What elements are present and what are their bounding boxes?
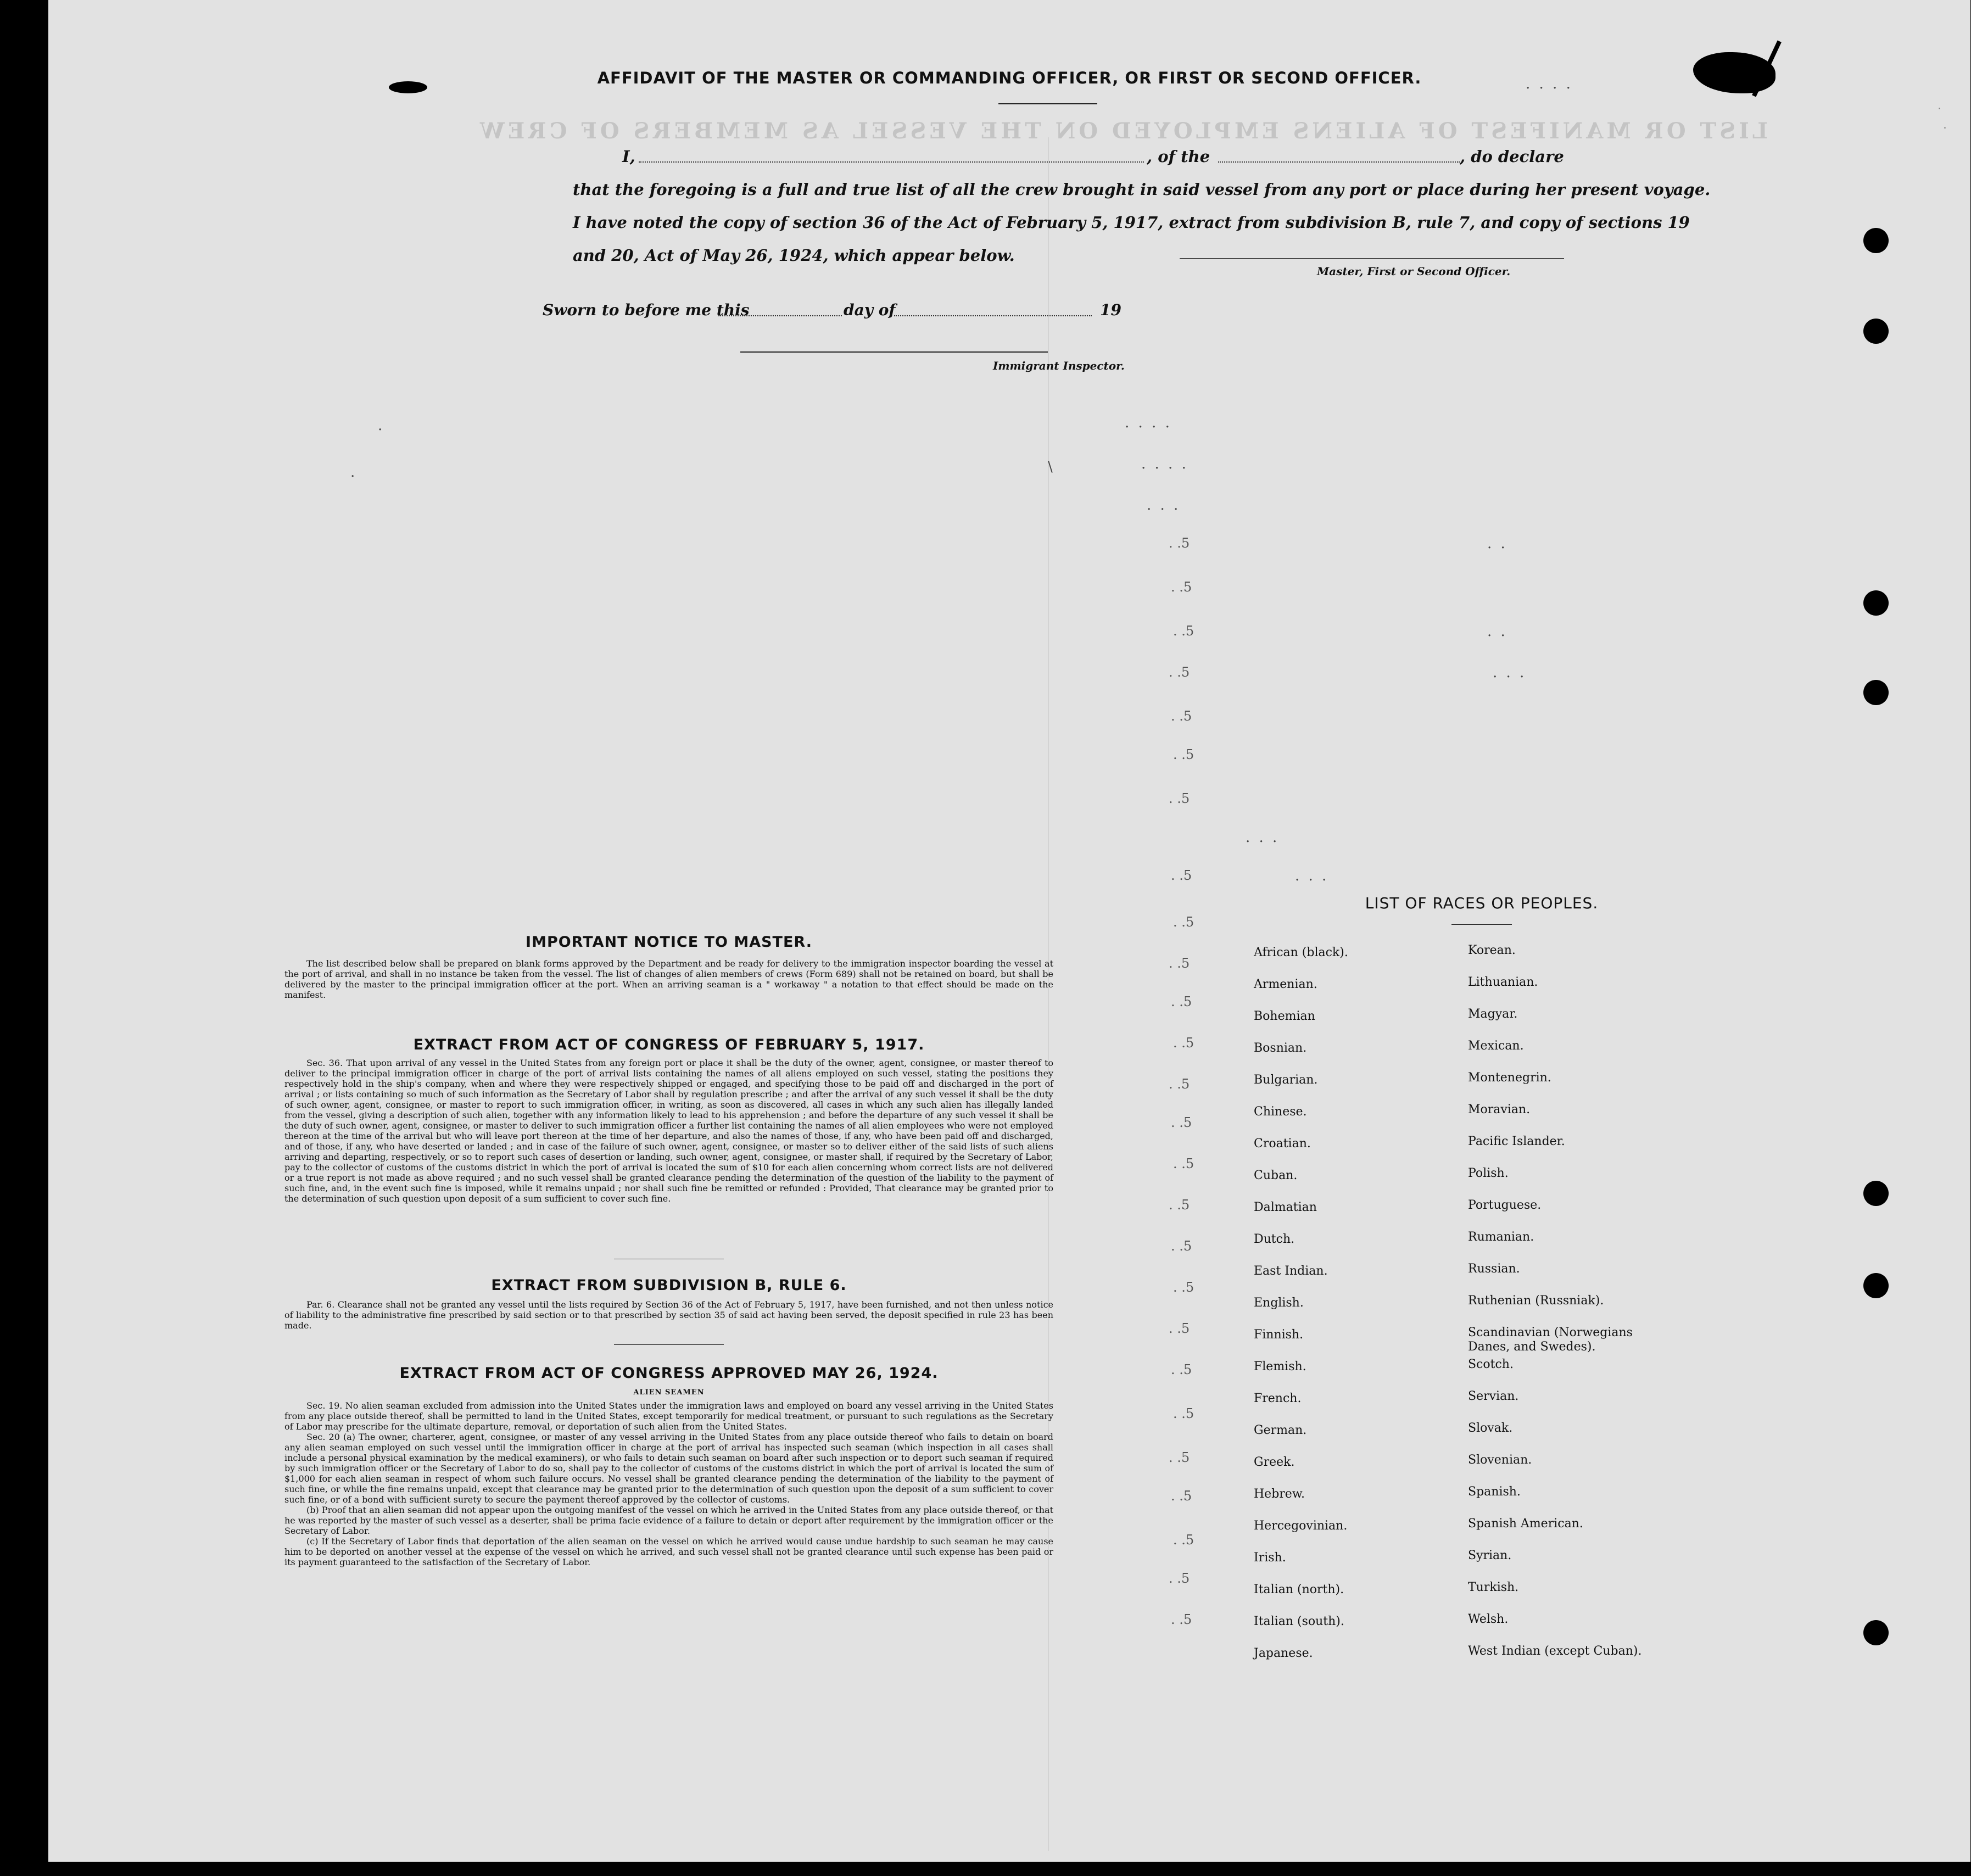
race-item: Scotch. — [1468, 1358, 1514, 1371]
race-item: French. — [1254, 1392, 1302, 1405]
punch-hole-icon — [1863, 680, 1889, 705]
race-item: Turkish. — [1468, 1581, 1519, 1594]
master-name-field — [639, 161, 1144, 163]
race-item: Italian (north). — [1254, 1583, 1344, 1596]
dot-residue: . . . . — [1125, 415, 1172, 431]
subdivision-b-title: EXTRACT FROM SUBDIVISION B, RULE 6. — [491, 1277, 847, 1294]
dot-residue: . . . . — [1526, 76, 1573, 92]
race-item: Armenian. — [1254, 978, 1317, 991]
notice-title: IMPORTANT NOTICE TO MASTER. — [526, 934, 812, 951]
entry-mark: . .5 — [1173, 623, 1194, 639]
race-item: Finnish. — [1254, 1328, 1304, 1342]
entry-mark: . .5 — [1169, 956, 1190, 971]
entry-mark: . .5 — [1171, 994, 1192, 1009]
bleed-through-text: LIST OR MANIFEST OF ALIENS EMPLOYED ON THE VESSEL AS MEMBERS OF CREW — [477, 118, 1768, 144]
entry-mark: . .5 — [1169, 1571, 1190, 1586]
entry-mark: . .5 — [1171, 1612, 1192, 1627]
entry-mark: . .5 — [1171, 1488, 1192, 1504]
dot-residue: \ — [1048, 459, 1055, 475]
race-item: Portuguese. — [1468, 1198, 1542, 1212]
race-item: Syrian. — [1468, 1549, 1512, 1562]
sec-20c-text: (c) If the Secretary of Labor finds that deportation of the alien seaman on the vessel on which he arrived would cause undue hardship to such seaman he may cause him to be deported on another vessel at the expense of the vessel on which he arrived, and such vessel shall not be granted clearance until such expense has been paid or its payment guaranteed to the satisfaction of the Secretary of Labor. — [284, 1536, 1053, 1567]
race-item: Bosnian. — [1254, 1041, 1307, 1055]
dot-residue: . . — [1487, 623, 1507, 640]
punch-hole-icon — [1863, 1273, 1889, 1298]
race-item: Rumanian. — [1468, 1230, 1534, 1244]
race-item: Japanese. — [1254, 1646, 1313, 1660]
race-item: Spanish. — [1468, 1485, 1521, 1499]
race-item: Korean. — [1468, 943, 1516, 957]
race-item: Scandinavian (Norwegians Danes, and Swedes). — [1468, 1326, 1633, 1354]
race-item: Montenegrin. — [1468, 1071, 1551, 1085]
sworn-day-of-label: day of — [844, 301, 896, 319]
affidavit-line-2: that the foregoing is a full and true list of all the crew brought in said vessel from any port or place during her present voyage. — [573, 180, 1711, 199]
race-item: Slovak. — [1468, 1421, 1513, 1435]
entry-mark: . .5 — [1173, 914, 1194, 930]
sec-20b-text: (b) Proof that an alien seaman did not appear upon the outgoing manifest of the vessel on which he arrived in the United States from any place outside thereof, or that he was reported by the master of such vessel as a deserter, shall be prima facie evidence of a failure to detain or deport after requirement by the immigration officer or the Secretary of Labor. — [284, 1505, 1053, 1536]
vessel-name-field — [1218, 161, 1460, 163]
margin-mark: . — [1938, 99, 1941, 113]
entry-mark: . .5 — [1169, 791, 1190, 806]
affidavit-i-label: I, — [622, 147, 635, 166]
race-item: East Indian. — [1254, 1264, 1328, 1278]
race-item: Servian. — [1468, 1389, 1519, 1403]
entry-mark: . .5 — [1173, 1035, 1194, 1051]
document-page — [48, 0, 1970, 1862]
race-item: Pacific Islander. — [1468, 1135, 1565, 1148]
punch-hole-icon — [1863, 1181, 1889, 1206]
race-item: Croatian. — [1254, 1137, 1311, 1151]
inspector-signature-label: Immigrant Inspector. — [993, 359, 1125, 372]
affidavit-line-4: and 20, Act of May 26, 1924, which appear below. — [573, 246, 1015, 265]
dot-residue: . . . . — [1141, 456, 1188, 472]
affidavit-title: AFFIDAVIT OF THE MASTER OR COMMANDING OFFICER, OR FIRST OR SECOND OFFICER. — [597, 69, 1422, 87]
race-item: Magyar. — [1468, 1007, 1518, 1021]
extract-1917-title: EXTRACT FROM ACT OF CONGRESS OF FEBRUARY 5, 1917. — [413, 1036, 925, 1053]
punch-hole-icon — [1863, 228, 1889, 253]
race-item: Greek. — [1254, 1455, 1295, 1469]
dot-residue: . — [350, 464, 358, 481]
punch-hole-icon — [1863, 319, 1889, 344]
race-item: Italian (south). — [1254, 1615, 1344, 1628]
race-item: African (black). — [1254, 946, 1348, 959]
subdivision-b-text: Par. 6. Clearance shall not be granted any vessel until the lists required by Section 36 of the Act of February 5, 1917, have been furnished, and not then unless notice of liability to the administrative fine prescribed by said section or to that prescribed by section 35 of said act having been served, the deposit specified in rule 23 has been made. — [284, 1299, 1053, 1331]
entry-mark: . .5 — [1171, 868, 1192, 883]
extract-1924-text — [284, 1400, 1053, 1567]
race-item: Mexican. — [1468, 1039, 1524, 1053]
entry-mark: . .5 — [1169, 1321, 1190, 1336]
entry-mark: . .5 — [1173, 1532, 1194, 1548]
race-item: Chinese. — [1254, 1105, 1307, 1119]
entry-mark: . .5 — [1171, 708, 1192, 724]
race-item: Spanish American. — [1468, 1517, 1583, 1531]
sec-19-text: Sec. 19. No alien seaman excluded from admission into the United States under the immigration laws and employed on board any vessel arriving in the United States from any place outside thereof, shall be permitted to land in the United States, except temporarily for medical treatment, or pursuant to such regulations as the Secretary of Labor may prescribe for the ultimate departure, removal, or deportation of such alien from the United States. — [284, 1400, 1053, 1432]
sworn-prefix-label: Sworn to before me this — [543, 301, 750, 319]
race-item: Moravian. — [1468, 1103, 1531, 1116]
affidavit-line-1 — [622, 147, 1572, 166]
race-item: Cuban. — [1254, 1169, 1298, 1182]
margin-mark: . — [1943, 118, 1947, 132]
entry-mark: . .5 — [1171, 1238, 1192, 1254]
sworn-year-label: 19 — [1100, 301, 1121, 319]
race-item: Bohemian — [1254, 1009, 1315, 1023]
entry-mark: . .5 — [1173, 747, 1194, 762]
sworn-month-field — [894, 315, 1092, 316]
race-item: German. — [1254, 1423, 1307, 1437]
dot-residue: . . . — [1147, 497, 1181, 513]
punch-hole-icon — [1863, 1620, 1889, 1645]
race-item: Flemish. — [1254, 1360, 1306, 1374]
race-item: Russian. — [1468, 1262, 1520, 1276]
race-item: Ruthenian (Russniak). — [1468, 1294, 1604, 1308]
entry-mark: . .5 — [1173, 1280, 1194, 1295]
race-item: English. — [1254, 1296, 1304, 1310]
race-item: Polish. — [1468, 1166, 1509, 1180]
punch-hole-icon — [1863, 590, 1889, 616]
master-signature-line — [1180, 258, 1564, 259]
entry-mark: . .5 — [1171, 1115, 1192, 1130]
race-item: West Indian (except Cuban). — [1468, 1644, 1642, 1658]
entry-mark: . .5 — [1173, 1406, 1194, 1421]
sec-20a-text: Sec. 20 (a) The owner, charterer, agent, consignee, or master of any vessel arriving in the United States from any place outside thereof who fails to detain on board any alien seaman employed on such vessel until the immigration officer in charge at the port of arrival has inspected such seaman (which inspection in all cases shall include a personal physical examination by the medical examiners), or who fails to detain such seaman on board after such inspection or to deport such seaman if required by such immigration officer or the Secretary of Labor to do so, shall pay to the collector of customs of the customs district in which the port of arrival is located the sum of $1,000 for each alien seaman in respect of whom such failure occurs. No vessel shall be granted clearance pending the determination of the liability to the payment of such fine, or while the fine remains unpaid, except that clearance may be granted prior to the determination of such question upon the deposit of a sum sufficient to cover such fine, or of a bond with sufficient surety to secure the payment thereof approved by the collector of customs. — [284, 1432, 1053, 1505]
extract-1917-text: Sec. 36. That upon arrival of any vessel in the United States from any foreign port or place it shall be the duty of the owner, agent, consignee, or master thereof to deliver to the principal immigration officer in charge of the port of arrival lists containing the names of all aliens employed on such vessel, stating the positions they respectively hold in the ship's company, when and where they were respectively shipped or engaged, and specifying those to be paid off and discharged in the port of arrival ; or lists containing so much of such information as the Secretary of Labor shall by regulation prescribe ; and after the arrival of any such vessel it shall be the duty of such owner, agent, consignee, or master to report to such immigration officer, in writing, as soon as discovered, all cases in which any such alien has illegally landed from the vessel, giving a description of such alien, together with any information likely to lead to his apprehension ; and before the departure of any such vessel it shall be the duty of such owner, agent, consignee, or master to deliver to such immigration officer a further list containing the names of all alien employees who were not employed thereon at the time of the arrival but who will leave port thereon at the time of her departure, and also the names of those, if any, who have been paid off and discharged, and of those, if any, who have deserted or landed ; and in case of the failure of such owner, agent, consignee, or master so to deliver either of the said lists of such aliens arriving and departing, respectively, or so to report such cases of desertion or landing, such owner, agent, consignee, or master shall, if required by the Secretary of Labor, pay to the collector of customs of the customs district in which the port of arrival is located the sum of $10 for each alien concerning whom correct lists are not delivered or a true report is not made as above required ; and no such vessel shall be granted clearance pending the determination of the question of the liability to the payment of such fine, and, in the event such fine is imposed, while it remains unpaid ; nor shall such fine be remitted or refunded : Provided, That clearance may be granted prior to the determination of such question upon deposit of a sum sufficient to cover such fine. — [284, 1058, 1053, 1204]
title-underline — [998, 103, 1097, 104]
sworn-line — [543, 301, 1202, 321]
alien-seamen-subheading: ALIEN SEAMEN — [633, 1388, 705, 1397]
race-item: Lithuanian. — [1468, 975, 1538, 989]
entry-mark: . .5 — [1169, 1197, 1190, 1213]
divider-line — [614, 1344, 724, 1345]
race-item: Slovenian. — [1468, 1453, 1532, 1467]
entry-mark: . .5 — [1173, 1156, 1194, 1171]
race-item: Dutch. — [1254, 1232, 1295, 1246]
dot-residue: . . . — [1246, 829, 1280, 846]
races-title-underline — [1451, 924, 1512, 925]
race-item: Hercegovinian. — [1254, 1519, 1348, 1533]
affidavit-do-declare-label: , do declare — [1460, 147, 1564, 166]
entry-mark: . .5 — [1169, 665, 1190, 680]
race-item: Bulgarian. — [1254, 1073, 1318, 1087]
entry-mark: . .5 — [1171, 579, 1192, 595]
dot-residue: . . . — [1493, 665, 1527, 681]
master-signature-label: Master, First or Second Officer. — [1317, 265, 1511, 278]
race-item: Hebrew. — [1254, 1487, 1305, 1501]
notice-text: The list described below shall be prepared on blank forms approved by the Department and be ready for delivery to the immigration inspector boarding the vessel at the port of arrival, and shall in no instance be taken from the vessel. The list of changes of alien members of crews (Form 689) shall not be retained on board, but shall be delivered by the master to the principal immigration officer at the port. When an arriving seaman is a " workaway " a notation to that effect should be made on the manifest. — [284, 958, 1053, 1000]
race-item: Welsh. — [1468, 1612, 1509, 1626]
dot-residue: . . — [1487, 535, 1507, 552]
entry-mark: . .5 — [1171, 1362, 1192, 1377]
entry-mark: . .5 — [1169, 1450, 1190, 1465]
affidavit-of-the-label: , of the — [1147, 147, 1210, 166]
race-item: Irish. — [1254, 1551, 1286, 1565]
extract-1924-title: EXTRACT FROM ACT OF CONGRESS APPROVED MAY 26, 1924. — [399, 1365, 939, 1382]
dot-residue: . . . — [1295, 868, 1329, 884]
dot-residue: . — [378, 417, 385, 434]
sworn-day-field — [718, 315, 842, 316]
entry-mark: . .5 — [1169, 535, 1190, 551]
inspector-signature-line — [740, 351, 1048, 353]
races-title: LIST OF RACES OR PEOPLES. — [1365, 894, 1599, 912]
entry-mark: . .5 — [1169, 1076, 1190, 1092]
affidavit-line-3: I have noted the copy of section 36 of the Act of February 5, 1917, extract from subdivision B, rule 7, and copy of sections 19 — [573, 213, 1690, 232]
race-item: Dalmatian — [1254, 1201, 1317, 1214]
